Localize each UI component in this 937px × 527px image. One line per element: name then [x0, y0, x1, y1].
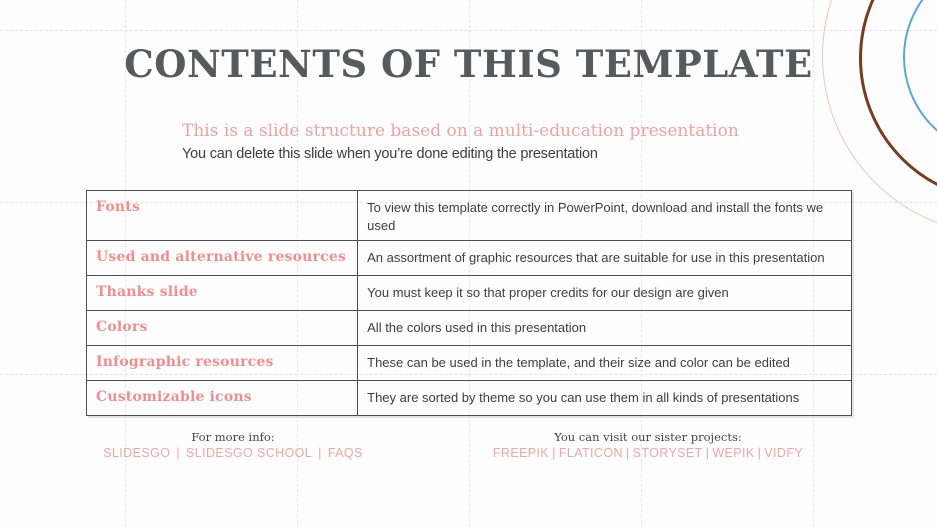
- row-description: These can be used in the template, and their size and color can be edited: [358, 346, 852, 381]
- row-description: They are sorted by theme so you can use them in all kinds of presentations: [358, 381, 852, 416]
- link-freepik[interactable]: FREEPIK: [492, 446, 550, 460]
- subtitle-highlight: This is a slide structure based on a multi-education presentation: [182, 121, 739, 141]
- contents-table: [86, 190, 852, 416]
- table-row: [87, 241, 852, 276]
- row-label: Infographic resources: [87, 346, 358, 381]
- row-label: Used and alternative resources: [87, 241, 358, 276]
- row-description: You must keep it so that proper credits for our design are given: [358, 276, 852, 311]
- link-faqs[interactable]: FAQS: [327, 446, 363, 460]
- link-separator: |: [318, 446, 322, 460]
- row-description: All the colors used in this presentation: [358, 311, 852, 346]
- link-flaticon[interactable]: FLATICON: [558, 446, 623, 460]
- link-separator: |: [705, 446, 710, 460]
- link-vidfy[interactable]: VIDFY: [764, 446, 804, 460]
- table-row: [87, 276, 852, 311]
- row-label: Fonts: [87, 191, 358, 241]
- link-slidesgo[interactable]: SLIDESGO: [103, 446, 171, 460]
- slide-subtitle: [182, 122, 739, 162]
- link-storyset[interactable]: STORYSET: [632, 446, 703, 460]
- link-slidesgo-school[interactable]: SLIDESGO SCHOOL: [185, 446, 313, 460]
- slide-title: CONTENTS OF THIS TEMPLATE: [124, 42, 813, 86]
- link-wepik[interactable]: WEPIK: [712, 446, 755, 460]
- table-row: [87, 381, 852, 416]
- table-row: [87, 346, 852, 381]
- link-separator: |: [176, 446, 180, 460]
- row-label: Customizable icons: [87, 381, 358, 416]
- row-description: An assortment of graphic resources that are suitable for use in this presentation: [358, 241, 852, 276]
- table-row: [87, 311, 852, 346]
- footer-sister-label: You can visit our sister projects:: [554, 430, 742, 444]
- footer-sister-links: [487, 446, 809, 460]
- subtitle-note: You can delete this slide when you’re done editing the presentation: [182, 145, 598, 162]
- footer-info-block: [83, 430, 383, 460]
- row-label: Thanks slide: [87, 276, 358, 311]
- row-label: Colors: [87, 311, 358, 346]
- grid-line-horizontal: [0, 30, 937, 31]
- link-separator: |: [625, 446, 630, 460]
- row-description: To view this template correctly in PowerPoint, download and install the fonts we used: [358, 191, 852, 241]
- footer-info-links: [83, 446, 383, 460]
- footer-info-label: For more info:: [191, 430, 275, 444]
- link-separator: |: [552, 446, 556, 460]
- link-separator: |: [757, 446, 762, 460]
- footer-sister-block: [487, 430, 809, 460]
- table-row: [87, 191, 852, 241]
